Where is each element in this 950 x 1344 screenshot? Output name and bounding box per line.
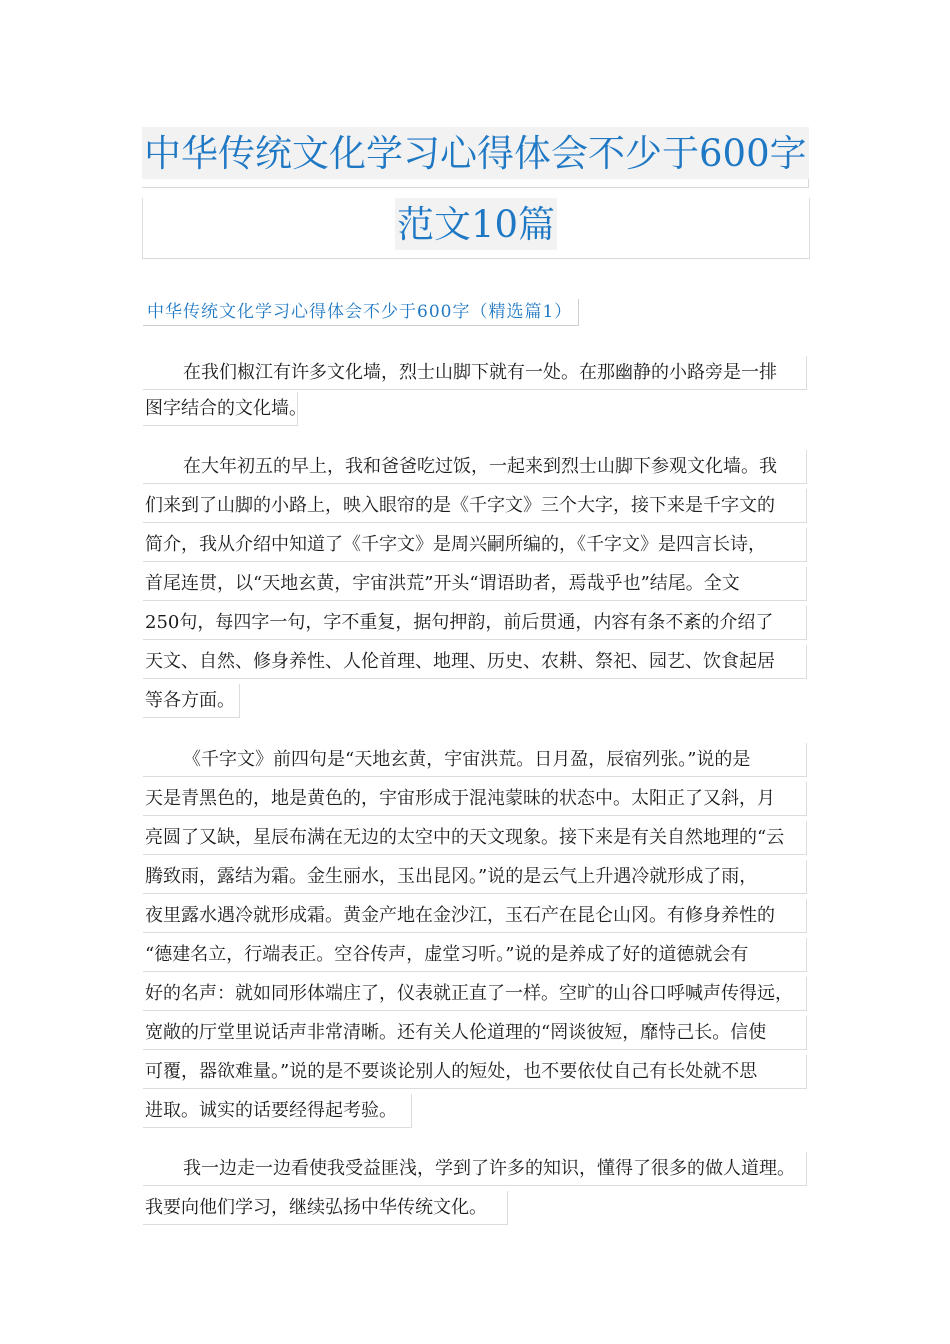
paragraph-3-line-8: 宽敞的厅堂里说话声非常清晰。还有关人伦道理的“罔谈彼短，靡恃己长。信使: [143, 1016, 807, 1050]
paragraph-1-line-2: 图字结合的文化墙。: [143, 392, 298, 426]
title-text-1: 中华传统文化学习心得体会不少于600字: [142, 127, 809, 179]
paragraph-4-line-1: 我一边走一边看使我受益匪浅，学到了许多的知识，懂得了很多的做人道理。: [143, 1152, 807, 1186]
document-title-line-1: [142, 127, 809, 188]
document-title-line-2: [142, 198, 810, 259]
paragraph-3-line-5: 夜里露水遇冷就形成霜。黄金产地在金沙江，玉石产在昆仑山冈。有修身养性的: [143, 899, 807, 933]
paragraph-2-line-4: 首尾连贯，以“天地玄黄，宇宙洪荒”开头“谓语助者，焉哉乎也”结尾。全文: [143, 567, 807, 601]
paragraph-4-line-2: 我要向他们学习，继续弘扬中华传统文化。: [143, 1191, 508, 1225]
paragraph-3-line-2: 天是青黑色的，地是黄色的，宇宙形成于混沌蒙昧的状态中。太阳正了又斜，月: [143, 782, 807, 816]
paragraph-1-line-1: 在我们椒江有许多文化墙，烈士山脚下就有一处。在那幽静的小路旁是一排: [143, 356, 807, 390]
paragraph-3-line-6: “德建名立，行端表正。空谷传声，虚堂习听。”说的是养成了好的道德就会有: [143, 938, 807, 972]
paragraph-2-line-5: 250句，每四字一句，字不重复，据句押韵，前后贯通，内容有条不紊的介绍了: [143, 606, 807, 640]
section-heading: 中华传统文化学习心得体会不少于600字（精选篇1）: [143, 299, 579, 326]
paragraph-2-line-7: 等各方面。: [143, 684, 240, 718]
paragraph-3-line-4: 腾致雨，露结为霜。金生丽水，玉出昆冈。”说的是云气上升遇冷就形成了雨，: [143, 860, 807, 894]
title-text-2: 范文10篇: [395, 198, 557, 250]
paragraph-3-line-7: 好的名声：就如同形体端庄了，仪表就正直了一样。空旷的山谷口呼喊声传得远，: [143, 977, 807, 1011]
paragraph-3-line-9: 可覆，器欲难量。”说的是不要谈论别人的短处，也不要依仗自己有长处就不思: [143, 1055, 807, 1089]
paragraph-3-line-10: 进取。诚实的话要经得起考验。: [143, 1094, 412, 1128]
paragraph-2-line-2: 们来到了山脚的小路上，映入眼帘的是《千字文》三个大字，接下来是千字文的: [143, 489, 807, 523]
paragraph-2-line-6: 天文、自然、修身养性、人伦首理、地理、历史、农耕、祭祀、园艺、饮食起居: [143, 645, 807, 679]
paragraph-2-line-1: 在大年初五的早上，我和爸爸吃过饭，一起来到烈士山脚下参观文化墙。我: [143, 450, 807, 484]
paragraph-3-line-1: 《千字文》前四句是“天地玄黄，宇宙洪荒。日月盈，辰宿列张。”说的是: [143, 743, 807, 777]
paragraph-2-line-3: 简介，我从介绍中知道了《千字文》是周兴嗣所编的，《千字文》是四言长诗，: [143, 528, 807, 562]
paragraph-3-line-3: 亮圆了又缺，星辰布满在无边的太空中的天文现象。接下来是有关自然地理的“云: [143, 821, 807, 855]
